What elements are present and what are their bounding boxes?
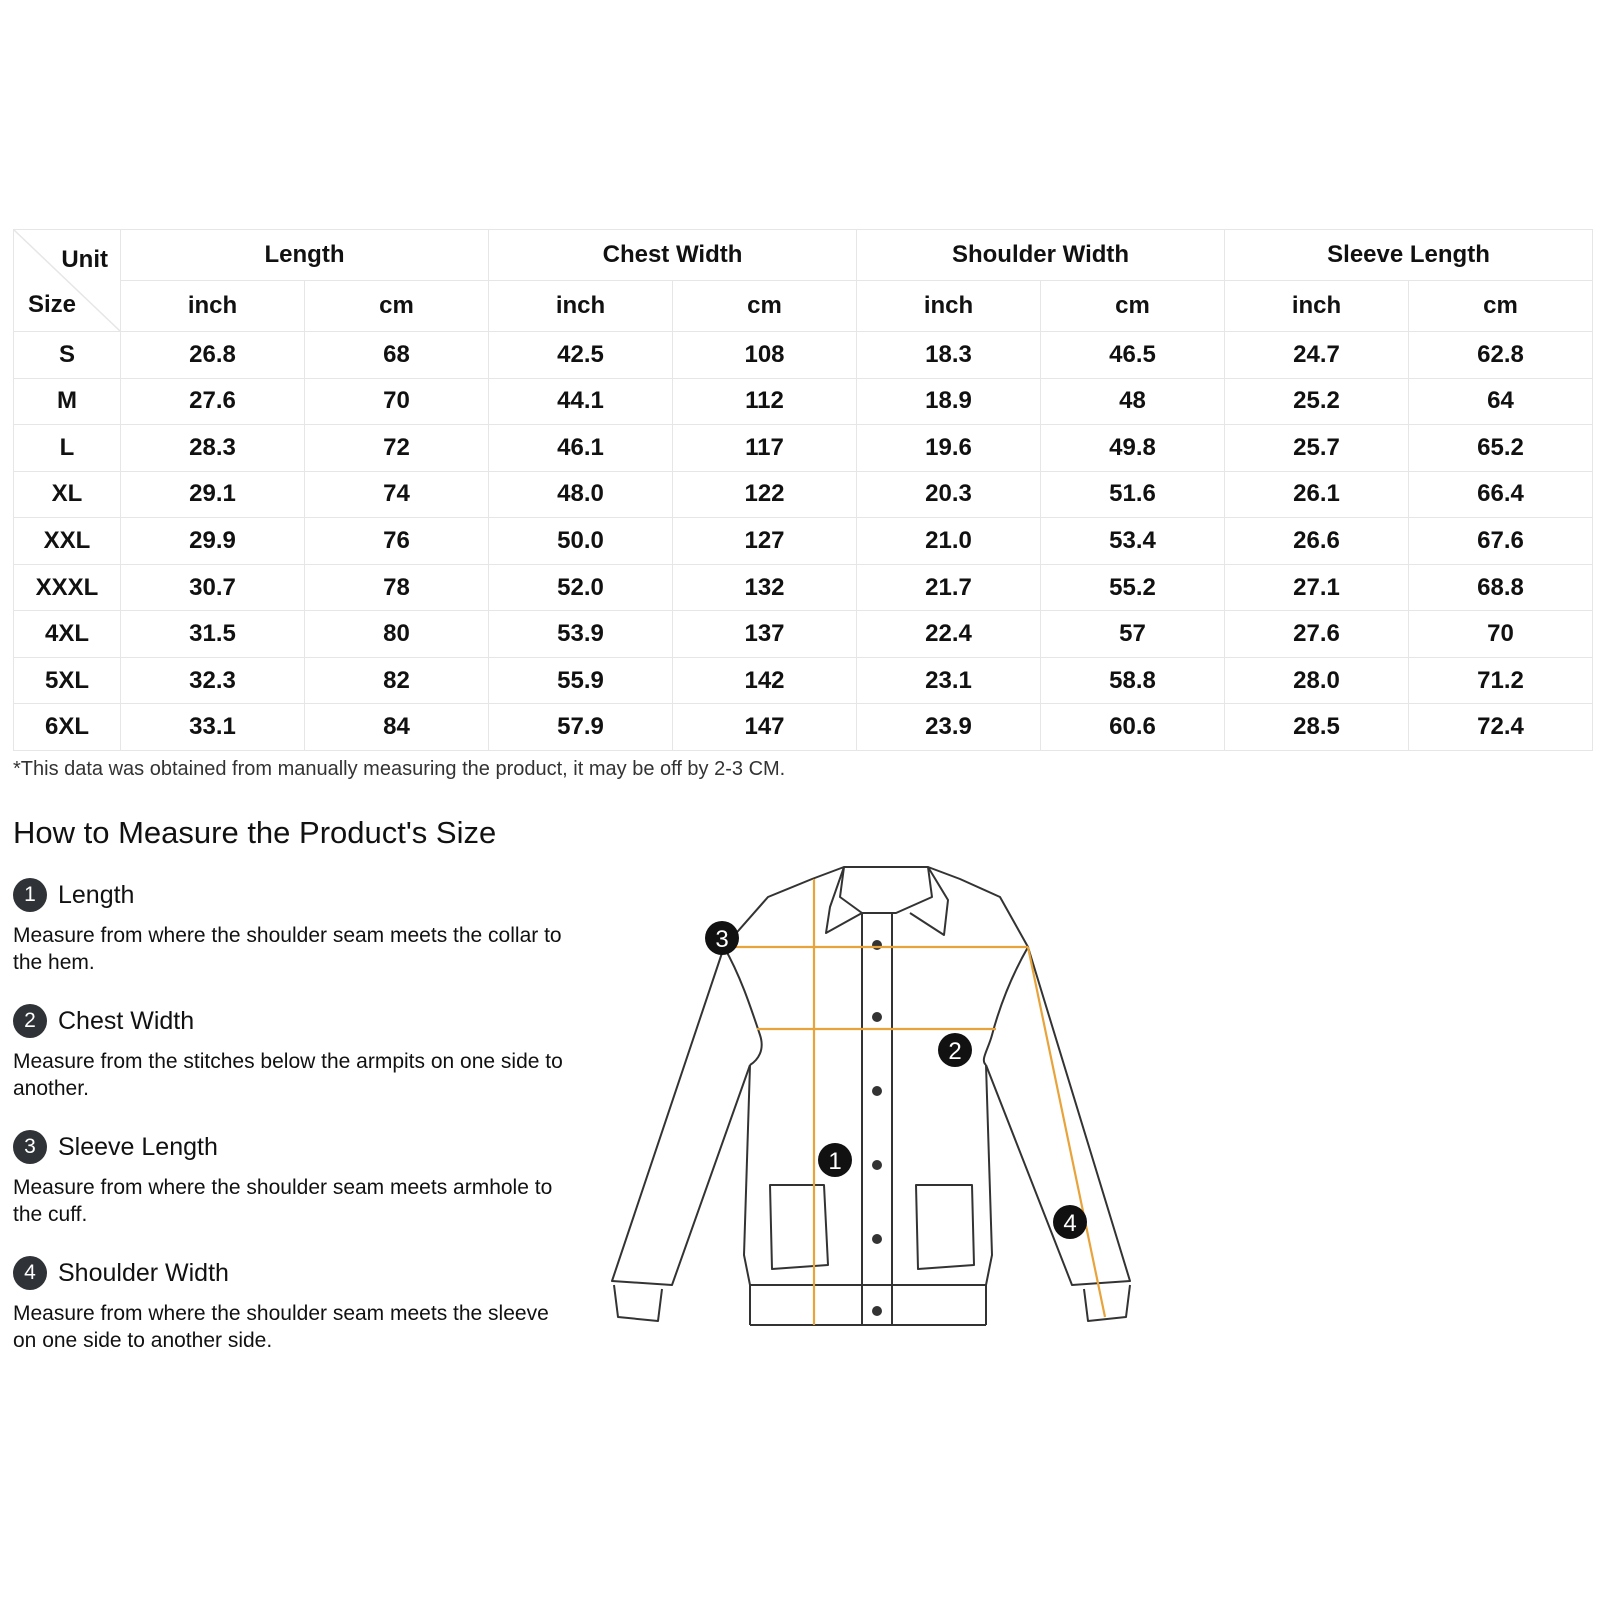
table-row	[14, 518, 1593, 565]
value-cell: 51.6	[1041, 471, 1225, 518]
button-dot-icon	[872, 1306, 882, 1316]
guide-description: Measure from where the shoulder seam meets the collar to the hem.	[13, 924, 562, 974]
button-dot-icon	[872, 1012, 882, 1022]
marker-1-label: 1	[828, 1148, 842, 1175]
size-cell: XL	[14, 471, 121, 518]
measurement-lines	[724, 879, 1105, 1325]
size-cell: XXL	[14, 518, 121, 565]
unit-header: cm	[1409, 281, 1593, 332]
value-cell: 57	[1041, 611, 1225, 658]
value-cell: 29.9	[121, 518, 305, 565]
value-cell: 21.7	[857, 564, 1041, 611]
value-cell: 20.3	[857, 471, 1041, 518]
marker-4-label: 4	[1063, 1210, 1077, 1237]
value-cell: 27.6	[121, 378, 305, 425]
value-cell: 53.4	[1041, 518, 1225, 565]
value-cell: 74	[305, 471, 489, 518]
value-cell: 72.4	[1409, 704, 1593, 751]
value-cell: 18.9	[857, 378, 1041, 425]
guide-description: Measure from where the shoulder seam meets armhole to the cuff.	[13, 1176, 553, 1226]
button-dots	[872, 940, 882, 1316]
size-chart-table	[13, 229, 1593, 751]
value-cell: 26.6	[1225, 518, 1409, 565]
guide-title: Length	[58, 880, 135, 909]
size-cell: 6XL	[14, 704, 121, 751]
value-cell: 29.1	[121, 471, 305, 518]
header-shoulder-width: Shoulder Width	[857, 230, 1225, 281]
value-cell: 71.2	[1409, 657, 1593, 704]
button-dot-icon	[872, 1160, 882, 1170]
value-cell: 28.0	[1225, 657, 1409, 704]
value-cell: 58.8	[1041, 657, 1225, 704]
value-cell: 23.1	[857, 657, 1041, 704]
value-cell: 68.8	[1409, 564, 1593, 611]
table-row	[14, 471, 1593, 518]
value-cell: 46.1	[489, 425, 673, 472]
value-cell: 64	[1409, 378, 1593, 425]
table-row	[14, 564, 1593, 611]
value-cell: 19.6	[857, 425, 1041, 472]
value-cell: 21.0	[857, 518, 1041, 565]
unit-header: cm	[673, 281, 857, 332]
guide-item-chest-width	[13, 1003, 573, 1102]
size-cell: 5XL	[14, 657, 121, 704]
guide-description: Measure from where the shoulder seam meets the sleeve on one side to another side.	[13, 1302, 549, 1352]
size-cell: M	[14, 378, 121, 425]
value-cell: 76	[305, 518, 489, 565]
value-cell: 18.3	[857, 332, 1041, 379]
number-3-badge-icon: 3	[13, 1130, 47, 1164]
value-cell: 49.8	[1041, 425, 1225, 472]
unit-header: cm	[305, 281, 489, 332]
unit-header: inch	[1225, 281, 1409, 332]
table-row	[14, 332, 1593, 379]
size-cell: 4XL	[14, 611, 121, 658]
measurement-note: *This data was obtained from manually measuring the product, it may be off by 2-3 CM.	[13, 758, 786, 780]
value-cell: 26.8	[121, 332, 305, 379]
unit-header: inch	[857, 281, 1041, 332]
size-cell: XXXL	[14, 564, 121, 611]
value-cell: 31.5	[121, 611, 305, 658]
guide-item-length	[13, 877, 573, 976]
table-corner-cell	[14, 230, 121, 332]
header-length: Length	[121, 230, 489, 281]
table-row	[14, 425, 1593, 472]
value-cell: 25.7	[1225, 425, 1409, 472]
button-dot-icon	[872, 1234, 882, 1244]
jacket-diagram	[600, 855, 1160, 1335]
marker-3-label: 3	[715, 926, 729, 953]
value-cell: 70	[305, 378, 489, 425]
value-cell: 50.0	[489, 518, 673, 565]
value-cell: 25.2	[1225, 378, 1409, 425]
table-row	[14, 704, 1593, 751]
guide-item-shoulder-width	[13, 1255, 573, 1354]
size-cell: S	[14, 332, 121, 379]
value-cell: 52.0	[489, 564, 673, 611]
value-cell: 53.9	[489, 611, 673, 658]
value-cell: 55.9	[489, 657, 673, 704]
corner-size-label: Size	[28, 291, 77, 318]
number-1-badge-icon: 1	[13, 878, 47, 912]
value-cell: 122	[673, 471, 857, 518]
size-cell: L	[14, 425, 121, 472]
value-cell: 24.7	[1225, 332, 1409, 379]
guide-title: Shoulder Width	[58, 1258, 229, 1287]
value-cell: 60.6	[1041, 704, 1225, 751]
guide-item-sleeve-length	[13, 1129, 573, 1228]
value-cell: 57.9	[489, 704, 673, 751]
value-cell: 117	[673, 425, 857, 472]
guide-description: Measure from the stitches below the armpits on one side to another.	[13, 1050, 563, 1100]
unit-header: inch	[121, 281, 305, 332]
button-dot-icon	[872, 940, 882, 950]
value-cell: 78	[305, 564, 489, 611]
unit-header: cm	[1041, 281, 1225, 332]
measure-section-title: How to Measure the Product's Size	[13, 815, 497, 850]
value-cell: 30.7	[121, 564, 305, 611]
value-cell: 33.1	[121, 704, 305, 751]
value-cell: 32.3	[121, 657, 305, 704]
header-sleeve-length: Sleeve Length	[1225, 230, 1593, 281]
corner-unit-label: Unit	[61, 246, 108, 273]
value-cell: 55.2	[1041, 564, 1225, 611]
sleeve-length-line	[1028, 947, 1105, 1317]
value-cell: 112	[673, 378, 857, 425]
value-cell: 66.4	[1409, 471, 1593, 518]
value-cell: 26.1	[1225, 471, 1409, 518]
value-cell: 84	[305, 704, 489, 751]
value-cell: 65.2	[1409, 425, 1593, 472]
value-cell: 80	[305, 611, 489, 658]
value-cell: 27.1	[1225, 564, 1409, 611]
header-chest-width: Chest Width	[489, 230, 857, 281]
value-cell: 67.6	[1409, 518, 1593, 565]
guide-title: Sleeve Length	[58, 1132, 218, 1161]
value-cell: 27.6	[1225, 611, 1409, 658]
value-cell: 82	[305, 657, 489, 704]
value-cell: 42.5	[489, 332, 673, 379]
value-cell: 142	[673, 657, 857, 704]
value-cell: 108	[673, 332, 857, 379]
size-table-body	[14, 332, 1593, 751]
guide-title: Chest Width	[58, 1006, 195, 1035]
value-cell: 44.1	[489, 378, 673, 425]
value-cell: 28.5	[1225, 704, 1409, 751]
jacket-outline-icon	[612, 867, 1130, 1325]
value-cell: 62.8	[1409, 332, 1593, 379]
value-cell: 137	[673, 611, 857, 658]
button-dot-icon	[872, 1086, 882, 1096]
value-cell: 127	[673, 518, 857, 565]
number-2-badge-icon: 2	[13, 1004, 47, 1038]
diagram-markers	[705, 921, 1087, 1239]
number-4-badge-icon: 4	[13, 1256, 47, 1290]
marker-2-label: 2	[948, 1038, 962, 1065]
unit-header: inch	[489, 281, 673, 332]
table-row	[14, 611, 1593, 658]
value-cell: 46.5	[1041, 332, 1225, 379]
value-cell: 132	[673, 564, 857, 611]
value-cell: 72	[305, 425, 489, 472]
value-cell: 23.9	[857, 704, 1041, 751]
value-cell: 70	[1409, 611, 1593, 658]
value-cell: 147	[673, 704, 857, 751]
table-row	[14, 657, 1593, 704]
value-cell: 22.4	[857, 611, 1041, 658]
value-cell: 48	[1041, 378, 1225, 425]
value-cell: 68	[305, 332, 489, 379]
value-cell: 48.0	[489, 471, 673, 518]
table-row	[14, 378, 1593, 425]
value-cell: 28.3	[121, 425, 305, 472]
